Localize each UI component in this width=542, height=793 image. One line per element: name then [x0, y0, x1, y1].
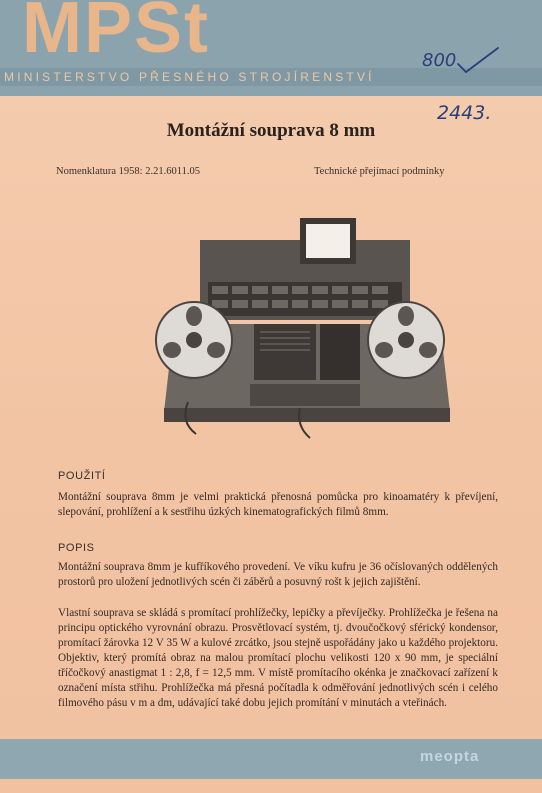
handwritten-check-icon: [454, 44, 502, 76]
section-text-description-2: Vlastní souprava se skládá s promítací prohlížečky, lepičky a převíječky. Prohlížečka je řešena na principu optického vyrovnání obrazu. Prosvětlovací systém, tj. dvoučočkový sférický kondensor, promítací žárovka 12 V 35 W a kulové zrcátko, jsou stejně uspořádány jako u každého projektoru. Objektiv, který promítá obraz na malou promítací plochu velikosti 120 x 90 mm, je speciální tříčočkový anastigmat 1 : 2,8, f = 12,5 mm. V místě promítacího okénka je značkovací zařízení k označení místa střihu. Prohlížečka má přesná počítadla k odměřování jednotlivých scén i celého filmového pásu v m a dm, udávající také dobu jejich promítání v minutách a vteřinách.: [58, 607, 498, 709]
right-reel-icon: [368, 302, 444, 378]
mpst-logo: MPSt: [22, 0, 210, 68]
section-text-use: Montážní souprava 8mm je velmi praktická přenosná pomůcka pro kinoamatéry k převíjení, slepování, prohlížení a k sestřihu úzkých kinematografických filmů 8mm.: [58, 491, 498, 518]
editing-kit-photo: [150, 212, 460, 444]
handwritten-note-800: 800: [422, 50, 457, 71]
left-reel-icon: [156, 302, 232, 378]
section-heading-use: POUŽITÍ: [58, 470, 106, 482]
section-text-description-1: Montážní souprava 8mm je kufříkového provedení. Ve víku kufru je 36 očíslovaných oddělených prostorů pro uložení jednotlivých scén či záběrů a posuvný rošt k jejich zajištění.: [58, 561, 498, 588]
nomenclature-line: Nomenklatura 1958: 2.21.6011.05: [56, 166, 200, 177]
document-title: Montážní souprava 8 mm: [166, 120, 376, 141]
technical-conditions-line: Technické přejímací podmínky: [314, 166, 445, 177]
section-heading-description: POPIS: [58, 542, 95, 554]
handwritten-note-2443: 2443.: [437, 102, 492, 124]
meopta-logo: meopta: [420, 748, 480, 765]
ministry-banner: MINISTERSTVO PŘESNÉHO STROJÍRENSTVÍ: [0, 68, 542, 86]
